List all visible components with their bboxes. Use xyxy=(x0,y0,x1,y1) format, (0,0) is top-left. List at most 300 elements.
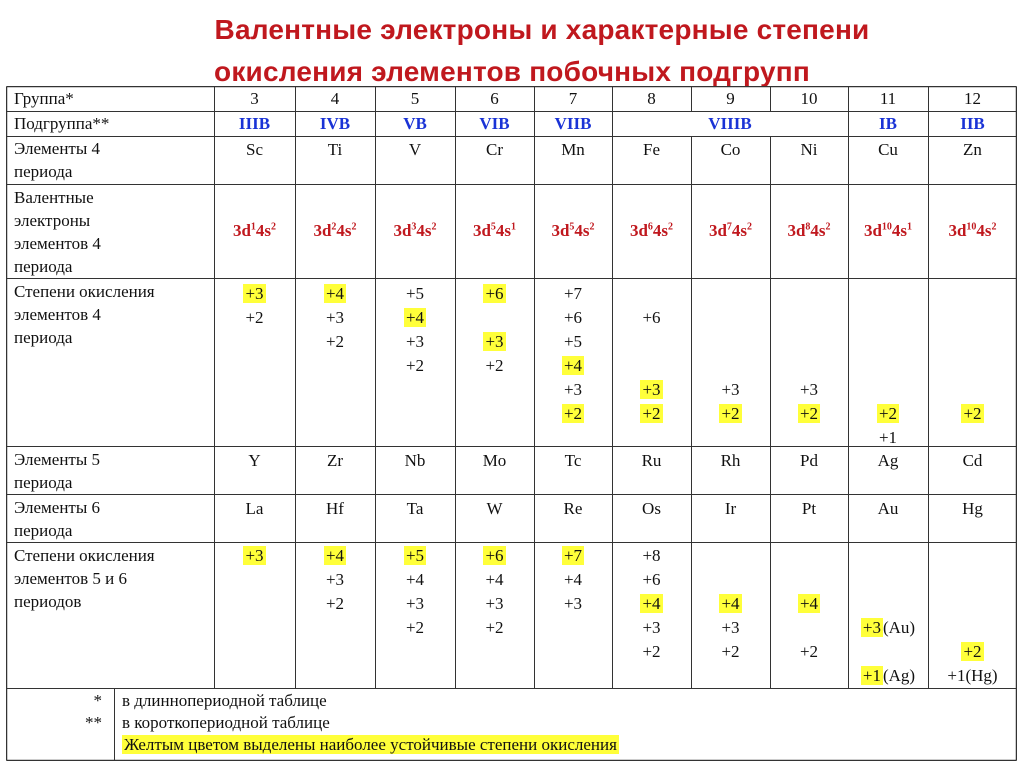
ox-state-stable: +2 xyxy=(963,642,982,661)
ox-states-period4-column xyxy=(691,282,770,426)
ox-state: +2 xyxy=(642,642,661,661)
element-period5: Mo xyxy=(482,451,507,470)
subgroup-label: VIIIB xyxy=(708,114,752,133)
ox-state-row xyxy=(928,592,1017,616)
ox-state-stable: +3 xyxy=(642,380,661,399)
ox-state-row xyxy=(375,354,455,378)
ox-state xyxy=(493,308,497,327)
element-period6: Pt xyxy=(801,499,817,518)
ox-state-row xyxy=(295,568,375,592)
element-period4: V xyxy=(408,140,422,159)
ox-state: +2 xyxy=(485,618,504,637)
ox-state-row xyxy=(612,544,691,568)
ox-state-row xyxy=(928,640,1017,664)
ox-state-row xyxy=(375,616,455,640)
ox-state: +2 xyxy=(325,332,345,351)
row-label-elements6 xyxy=(6,496,214,542)
ox-state-row xyxy=(770,640,848,664)
ox-states-period4-column xyxy=(848,282,928,450)
ox-state-row xyxy=(691,568,770,592)
element-period4: Co xyxy=(720,140,741,159)
ox-state-stable: +3 xyxy=(485,332,504,351)
row-label-line: периода xyxy=(14,473,73,492)
ox-state-row xyxy=(295,592,375,616)
electron-count: 6 xyxy=(647,221,653,233)
ox-state-row xyxy=(534,544,612,568)
ox-state xyxy=(971,594,975,613)
ox-states-period56-column xyxy=(214,544,295,568)
electron-count: 2 xyxy=(825,221,831,233)
ox-state: +1(Hg) xyxy=(947,666,998,685)
element-period5: Y xyxy=(248,451,261,470)
ox-state-row xyxy=(928,330,1017,354)
ox-state-row xyxy=(770,544,848,568)
ox-state-row xyxy=(848,306,928,330)
ox-state: +2 xyxy=(485,356,504,375)
ox-state-row xyxy=(691,378,770,402)
ox-state xyxy=(807,618,811,637)
electron-count: 2 xyxy=(668,221,674,233)
ox-state-row xyxy=(534,306,612,330)
orbital-label: 4s xyxy=(416,221,432,240)
footnote-text xyxy=(122,712,1002,734)
ox-state-stable: +1 xyxy=(862,666,881,685)
ox-state: +3 xyxy=(405,332,425,351)
ox-state-row xyxy=(691,592,770,616)
electron-count: 1 xyxy=(250,221,256,233)
row-label-ox4 xyxy=(6,280,214,349)
valence-config xyxy=(295,220,375,244)
ox-state-stable: +3 xyxy=(245,284,264,303)
row-label-line: электроны xyxy=(14,211,91,230)
ox-states-period56-column xyxy=(770,544,848,664)
footnote-text xyxy=(122,690,1002,712)
ox-state-row xyxy=(455,544,534,568)
ox-state-row xyxy=(534,568,612,592)
ox-state-row xyxy=(848,640,928,664)
ox-state xyxy=(807,308,811,327)
ox-states-period4-column xyxy=(295,282,375,354)
ox-state-row xyxy=(691,306,770,330)
ox-state xyxy=(729,356,733,375)
ox-state xyxy=(886,642,890,661)
ox-state-row xyxy=(848,378,928,402)
subgroup-label: VIIB xyxy=(554,114,592,133)
ox-state-row xyxy=(295,330,375,354)
valence-config xyxy=(691,220,770,244)
ox-state-row xyxy=(928,544,1017,568)
row-label-valence xyxy=(6,186,214,278)
group-number: 11 xyxy=(879,89,897,108)
subgroup-label: IIIB xyxy=(238,114,271,133)
orbital-label: 4s xyxy=(731,221,748,240)
ox-state-row xyxy=(612,616,691,640)
footnote-highlight-text: Желтым цветом выделены наиболее устойчивые степени окисления xyxy=(124,735,617,754)
element-period5: Tc xyxy=(564,451,582,470)
element-period5: Pd xyxy=(800,451,818,470)
ox-state-row xyxy=(928,616,1017,640)
element-period5: Ag xyxy=(877,451,899,470)
ox-state-row xyxy=(928,664,1017,688)
ox-state-stable: +2 xyxy=(642,404,661,423)
subgroup-label: VIB xyxy=(479,114,510,133)
element-period6: Os xyxy=(642,499,661,518)
electron-count: 2 xyxy=(747,221,753,233)
ox-state xyxy=(729,284,733,303)
subgroup-label: VB xyxy=(403,114,427,133)
ox-state-row xyxy=(848,330,928,354)
orbital-label: 4s xyxy=(574,221,590,240)
group-number: 6 xyxy=(490,89,499,108)
ox-state xyxy=(807,570,811,589)
ox-state-row xyxy=(295,306,375,330)
orbital-label: 3d xyxy=(948,221,967,240)
element-period4: Cu xyxy=(878,140,898,159)
orbital-label: 3d xyxy=(551,221,570,240)
ox-state-row xyxy=(375,568,455,592)
ox-state-row xyxy=(534,378,612,402)
ox-states-period56-column xyxy=(455,544,534,640)
ox-state-stable: +5 xyxy=(405,546,425,565)
ox-state: +3 xyxy=(563,594,583,613)
row-label-line: Элементы 4 xyxy=(14,139,101,158)
electron-count: 2 xyxy=(431,221,437,233)
group-number: 4 xyxy=(330,89,340,108)
valence-config xyxy=(214,220,295,244)
row-label-ox56 xyxy=(6,544,214,613)
electron-count: 1 xyxy=(511,221,517,233)
ox-state: +5 xyxy=(405,284,425,303)
orbital-label: 3d xyxy=(472,221,491,240)
ox-state xyxy=(886,570,890,589)
ox-state-stable: +3 xyxy=(862,618,881,637)
ox-state: +4 xyxy=(485,570,504,589)
ox-state-row xyxy=(534,402,612,426)
ox-state xyxy=(886,308,890,327)
ox-state: +3 xyxy=(721,618,740,637)
element-period6: Hg xyxy=(962,499,983,518)
footnote-mark: * xyxy=(93,691,102,710)
ox-state: +5 xyxy=(563,332,583,351)
ox-state xyxy=(886,594,890,613)
ox-state-row xyxy=(770,306,848,330)
ox-state-stable: +4 xyxy=(642,594,661,613)
ox-states-period4-column xyxy=(534,282,612,426)
ox-state-row xyxy=(375,592,455,616)
ox-state xyxy=(729,570,733,589)
row-label-line: элементов 4 xyxy=(14,305,101,324)
ox-state-row xyxy=(848,664,928,688)
ox-state-stable: +2 xyxy=(563,404,583,423)
ox-state: +2 xyxy=(325,594,345,613)
element-period4: Sc xyxy=(246,140,263,159)
oxidation-states-table xyxy=(6,86,1017,761)
ox-state: +2 xyxy=(405,618,425,637)
ox-state-row xyxy=(928,402,1017,426)
ox-state-stable: +3 xyxy=(245,546,264,565)
valence-config xyxy=(375,220,455,244)
ox-state-row xyxy=(612,592,691,616)
electron-count: 2 xyxy=(271,221,277,233)
ox-state-row xyxy=(691,402,770,426)
row-label-line: периода xyxy=(14,328,73,347)
element-period4: Mn xyxy=(561,140,585,159)
row-label-line: периодов xyxy=(14,592,82,611)
group-number: 7 xyxy=(568,89,578,108)
ox-state-row xyxy=(534,330,612,354)
ox-state xyxy=(650,356,654,375)
ox-state: +1 xyxy=(878,428,898,447)
orbital-label: 3d xyxy=(863,221,882,240)
ox-state-row xyxy=(612,354,691,378)
valence-config xyxy=(848,220,928,244)
group-number: 10 xyxy=(800,89,818,108)
ox-state-row xyxy=(770,592,848,616)
ox-state-row xyxy=(375,544,455,568)
ox-state-stable: +2 xyxy=(799,404,819,423)
ox-state-row xyxy=(455,568,534,592)
ox-state-row xyxy=(691,354,770,378)
ox-state-stable: +2 xyxy=(878,404,898,423)
element-period5: Rh xyxy=(720,451,741,470)
ox-state: +3 xyxy=(799,380,819,399)
ox-states-period56-column xyxy=(375,544,455,640)
ox-state xyxy=(971,332,975,351)
ox-state: +7 xyxy=(563,284,583,303)
footnote-text xyxy=(122,734,1002,756)
ox-state-stable: +2 xyxy=(963,404,982,423)
valence-config xyxy=(455,220,534,244)
ox-state-row xyxy=(848,426,928,450)
ox-state xyxy=(971,356,975,375)
row-label-subgroup: Подгруппа** xyxy=(14,114,110,133)
ox-state: +3 xyxy=(721,380,740,399)
ox-state: +2 xyxy=(799,642,819,661)
ox-state: +3 xyxy=(405,594,425,613)
ox-state xyxy=(971,570,975,589)
ox-state-stable: +4 xyxy=(325,546,345,565)
ox-state-row xyxy=(375,306,455,330)
ox-state-row xyxy=(375,330,455,354)
ox-state xyxy=(886,356,890,375)
orbital-label: 4s xyxy=(891,221,908,240)
ox-state xyxy=(971,284,975,303)
orbital-label: 4s xyxy=(652,221,669,240)
ox-state-row xyxy=(375,282,455,306)
row-label-line: периода xyxy=(14,521,73,540)
ox-state-row xyxy=(848,592,928,616)
valence-config xyxy=(534,220,612,244)
ox-state-stable: +4 xyxy=(405,308,425,327)
valence-config xyxy=(928,220,1017,244)
electron-count: 2 xyxy=(351,221,357,233)
element-period5: Ru xyxy=(641,451,662,470)
ox-state-stable: +7 xyxy=(563,546,583,565)
footnote-line: в короткопериодной таблице xyxy=(122,713,330,732)
ox-state: +3 xyxy=(642,618,661,637)
ox-state-row xyxy=(770,330,848,354)
ox-state-row xyxy=(534,354,612,378)
electron-count: 8 xyxy=(805,221,811,233)
ox-state xyxy=(886,332,890,351)
subgroup-label: IVB xyxy=(319,114,351,133)
ox-state-row xyxy=(455,354,534,378)
ox-states-period4-column xyxy=(455,282,534,378)
ox-state xyxy=(886,284,890,303)
footnote-line: в длиннопериодной таблице xyxy=(122,691,327,710)
ox-state xyxy=(886,380,890,399)
element-period5: Zr xyxy=(326,451,344,470)
ox-state-row xyxy=(770,402,848,426)
element-period4: Zn xyxy=(963,140,982,159)
ox-state-row xyxy=(455,282,534,306)
element-period6: Hf xyxy=(326,499,344,518)
ox-states-period4-column xyxy=(928,282,1017,426)
electron-count: 2 xyxy=(991,221,997,233)
ox-state-row xyxy=(848,568,928,592)
electron-count: 10 xyxy=(966,221,977,233)
ox-state-row xyxy=(214,282,295,306)
ox-state: +4 xyxy=(563,570,583,589)
ox-state xyxy=(807,332,811,351)
subgroup-label: IIB xyxy=(960,114,985,133)
ox-state: +6 xyxy=(642,308,661,327)
ox-state xyxy=(650,284,654,303)
ox-state xyxy=(807,546,811,565)
ox-states-period56-column xyxy=(612,544,691,664)
ox-state: +3 xyxy=(485,594,504,613)
ox-state xyxy=(971,546,975,565)
ox-state-row xyxy=(612,330,691,354)
element-period6: Au xyxy=(877,499,899,518)
ox-state xyxy=(971,308,975,327)
orbital-label: 3d xyxy=(232,221,251,240)
ox-state xyxy=(729,546,733,565)
element-period5: Nb xyxy=(404,451,426,470)
ox-state-row xyxy=(770,616,848,640)
ox-states-period4-column xyxy=(612,282,691,426)
ox-state: +4 xyxy=(405,570,425,589)
ox-state-row xyxy=(295,282,375,306)
ox-states-period4-column xyxy=(214,282,295,330)
ox-state-row xyxy=(770,282,848,306)
row-label-line: Степени окисления xyxy=(14,282,155,301)
orbital-label: 4s xyxy=(810,221,826,240)
electron-count: 10 xyxy=(881,221,892,233)
orbital-label: 3d xyxy=(629,221,648,240)
group-number: 9 xyxy=(726,89,735,108)
ox-state-row xyxy=(848,544,928,568)
element-period6: Ir xyxy=(724,499,737,518)
orbital-label: 4s xyxy=(976,221,992,240)
ox-states-period56-column xyxy=(295,544,375,616)
row-label-group: Группа* xyxy=(14,89,74,108)
ox-state-row xyxy=(691,616,770,640)
row-label-line: периода xyxy=(14,257,73,276)
element-period6: Ta xyxy=(406,499,424,518)
orbital-label: 3d xyxy=(787,221,806,240)
ox-state: +3 xyxy=(563,380,583,399)
ox-state xyxy=(729,332,733,351)
group-number: 5 xyxy=(410,89,420,108)
ox-state-row xyxy=(612,378,691,402)
ox-state-stable: +4 xyxy=(325,284,345,303)
electron-count: 2 xyxy=(589,221,595,233)
element-period6: Re xyxy=(563,499,583,518)
ox-state-row xyxy=(691,282,770,306)
element-period5: Cd xyxy=(962,451,983,470)
ox-state-row xyxy=(612,568,691,592)
row-label-line: Элементы 5 xyxy=(14,450,101,469)
group-number: 12 xyxy=(964,89,981,108)
element-period4: Ni xyxy=(800,140,818,159)
orbital-label: 4s xyxy=(336,221,352,240)
ox-states-period56-column xyxy=(848,544,928,688)
orbital-label: 4s xyxy=(255,221,272,240)
orbital-label: 4s xyxy=(495,221,512,240)
ox-state-stable: +6 xyxy=(485,284,504,303)
element-period6: La xyxy=(245,499,264,518)
ox-state-row xyxy=(928,282,1017,306)
ox-state xyxy=(729,308,733,327)
ox-state-row xyxy=(612,282,691,306)
ox-state-row xyxy=(928,354,1017,378)
ox-state-row xyxy=(455,330,534,354)
electron-count: 7 xyxy=(726,221,732,233)
element-period4: Fe xyxy=(643,140,660,159)
ox-states-period56-column xyxy=(534,544,612,616)
electron-count: 1 xyxy=(907,221,913,233)
row-label-line: элементов 5 и 6 xyxy=(14,569,127,588)
group-number: 8 xyxy=(647,89,656,108)
group-number: 3 xyxy=(250,89,259,108)
valence-config xyxy=(770,220,848,244)
ox-state-stable: +2 xyxy=(721,404,740,423)
ox-state-row xyxy=(770,568,848,592)
footnote-mark: ** xyxy=(85,713,102,732)
ox-state-stable: +4 xyxy=(563,356,583,375)
ox-state-row xyxy=(534,282,612,306)
ox-state-row xyxy=(691,640,770,664)
row-label-line: Валентные xyxy=(14,188,94,207)
ox-state: +2 xyxy=(405,356,425,375)
row-label-line: Степени окисления xyxy=(14,546,155,565)
ox-state xyxy=(971,618,975,637)
subgroup-label: IB xyxy=(879,114,897,133)
ox-state-row xyxy=(691,330,770,354)
ox-state-row xyxy=(928,568,1017,592)
ox-state: +3 xyxy=(325,308,345,327)
ox-state-row xyxy=(612,402,691,426)
ox-state-row xyxy=(770,354,848,378)
orbital-label: 3d xyxy=(393,221,412,240)
ox-state-row xyxy=(691,544,770,568)
electron-count: 5 xyxy=(490,221,496,233)
ox-states-period56-column xyxy=(691,544,770,664)
ox-state xyxy=(650,332,654,351)
ox-state-row xyxy=(848,402,928,426)
element-period6: W xyxy=(486,499,503,518)
electron-count: 3 xyxy=(411,221,417,233)
ox-state-row xyxy=(770,378,848,402)
ox-state-row xyxy=(295,544,375,568)
ox-state: +6 xyxy=(642,570,661,589)
ox-state-row xyxy=(928,306,1017,330)
ox-state-row xyxy=(848,282,928,306)
element-period4: Cr xyxy=(486,140,503,159)
ox-state: +6 xyxy=(563,308,583,327)
ox-state-row xyxy=(534,592,612,616)
